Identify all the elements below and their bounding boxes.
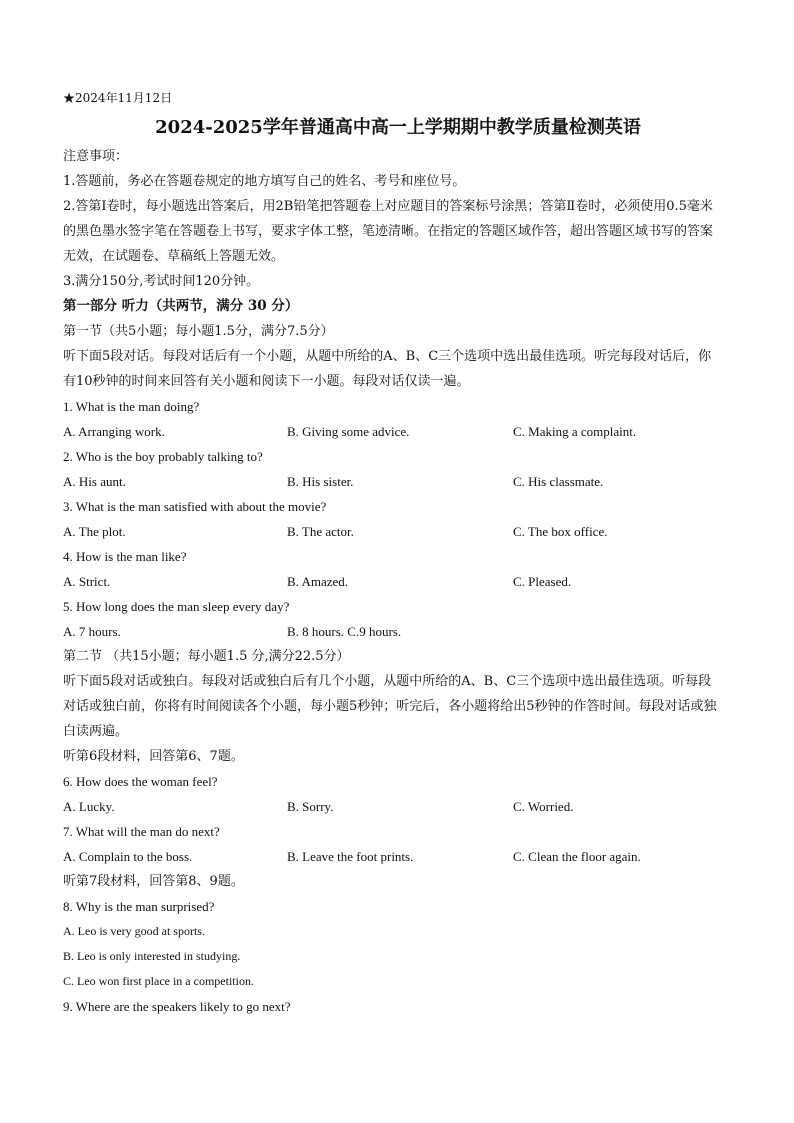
option-a: A. Strict.	[63, 574, 111, 589]
exam-page	[63, 88, 723, 1019]
option-a: A. Complain to the boss.	[63, 849, 193, 864]
option-a: A. The plot.	[63, 524, 126, 539]
note-item-2: 2.答第Ⅰ卷时，每小题选出答案后，用2B铅笔把答题卷上对应题目的答案标号涂黑；答第Ⅱ卷时，必须使用0.5毫米的黑色墨水签字笔在答题卷上书写，要求字体工整，笔迹清晰。在指定的答题区域作答，超出答题区域书写的答案无效，在试题卷、草稿纸上答题无效。	[63, 199, 714, 264]
question-stem: 2. Who is the boy probably talking to?	[63, 449, 263, 464]
part1-heading: 第一部分 听力（共两节，满分 30 分）	[63, 298, 299, 314]
note-item-3: 3.满分150分,考试时间120分钟。	[63, 274, 260, 289]
question-options	[63, 794, 723, 819]
option-a: A. Leo is very good at sports.	[63, 924, 205, 938]
question-stem: 8. Why is the man surprised?	[63, 899, 215, 914]
question-options	[63, 619, 723, 644]
question-options	[63, 569, 723, 594]
question-stem: 4. How is the man like?	[63, 549, 187, 564]
option-a: A. 7 hours.	[63, 624, 121, 639]
option-b: B. His sister.	[287, 474, 354, 489]
question-stem: 7. What will the man do next?	[63, 824, 220, 839]
option-b: B. Amazed.	[287, 574, 349, 589]
question-options	[63, 469, 723, 494]
question-stem: 3. What is the man satisfied with about the movie?	[63, 499, 327, 514]
material-6-label: 听第6段材料，回答第6、7题。	[63, 749, 244, 764]
question-options	[63, 519, 723, 544]
option-a: A. Lucky.	[63, 799, 115, 814]
option-b: B. Leo is only interested in studying.	[63, 949, 241, 963]
question-stem: 5. How long does the man sleep every day?	[63, 599, 290, 614]
question-stem: 1. What is the man doing?	[63, 399, 200, 414]
section1-instructions: 听下面5段对话。每段对话后有一个小题，从题中所给的A、B、C三个选项中选出最佳选项。听完每段对话后，你有10秒钟的时间来回答有关小题和阅读下一小题。每段对话仅读一遍。	[63, 349, 712, 389]
section2-instructions: 听下面5段对话或独白。每段对话或独白后有几个小题，从题中所给的A、B、C三个选项中选出最佳选项。听每段对话或独白前，你将有时间阅读各个小题，每小题5秒钟；听完后，各小题将给出5秒钟的作答时间。每段对话或独白读两遍。	[63, 674, 717, 739]
exam-date: ★2024年11月12日	[63, 91, 173, 105]
question-stem: 6. How does the woman feel?	[63, 774, 218, 789]
section1-heading: 第一节（共5小题；每小题1.5分，满分7.5分）	[63, 324, 334, 339]
option-a: A. His aunt.	[63, 474, 126, 489]
option-b: B. The actor.	[287, 524, 354, 539]
option-b: B. Giving some advice.	[287, 424, 410, 439]
option-c: C. Clean the floor again.	[513, 849, 641, 864]
option-c: C. His classmate.	[513, 474, 604, 489]
option-c: C. Worried.	[513, 799, 574, 814]
notes-heading: 注意事项：	[63, 149, 129, 164]
material-7-label: 听第7段材料，回答第8、9题。	[63, 874, 244, 889]
option-b: B. 8 hours. C.9 hours.	[287, 624, 402, 639]
exam-title: 2024-2025学年普通高中高一上学期期中教学质量检测英语	[155, 117, 641, 138]
note-item-1: 1.答题前，务必在答题卷规定的地方填写自己的姓名、考号和座位号。	[63, 174, 466, 189]
option-b: B. Sorry.	[287, 799, 334, 814]
option-c: C. Leo won first place in a competition.	[63, 974, 254, 988]
section2-heading: 第二节 （共15小题；每小题1.5 分,满分22.5分）	[63, 649, 350, 664]
option-c: C. The box office.	[513, 524, 608, 539]
option-c: C. Pleased.	[513, 574, 572, 589]
question-options	[63, 419, 723, 444]
question-stem: 9. Where are the speakers likely to go next?	[63, 999, 291, 1014]
option-c: C. Making a complaint.	[513, 424, 637, 439]
option-a: A. Arranging work.	[63, 424, 165, 439]
question-options	[63, 844, 723, 869]
option-b: B. Leave the foot prints.	[287, 849, 414, 864]
